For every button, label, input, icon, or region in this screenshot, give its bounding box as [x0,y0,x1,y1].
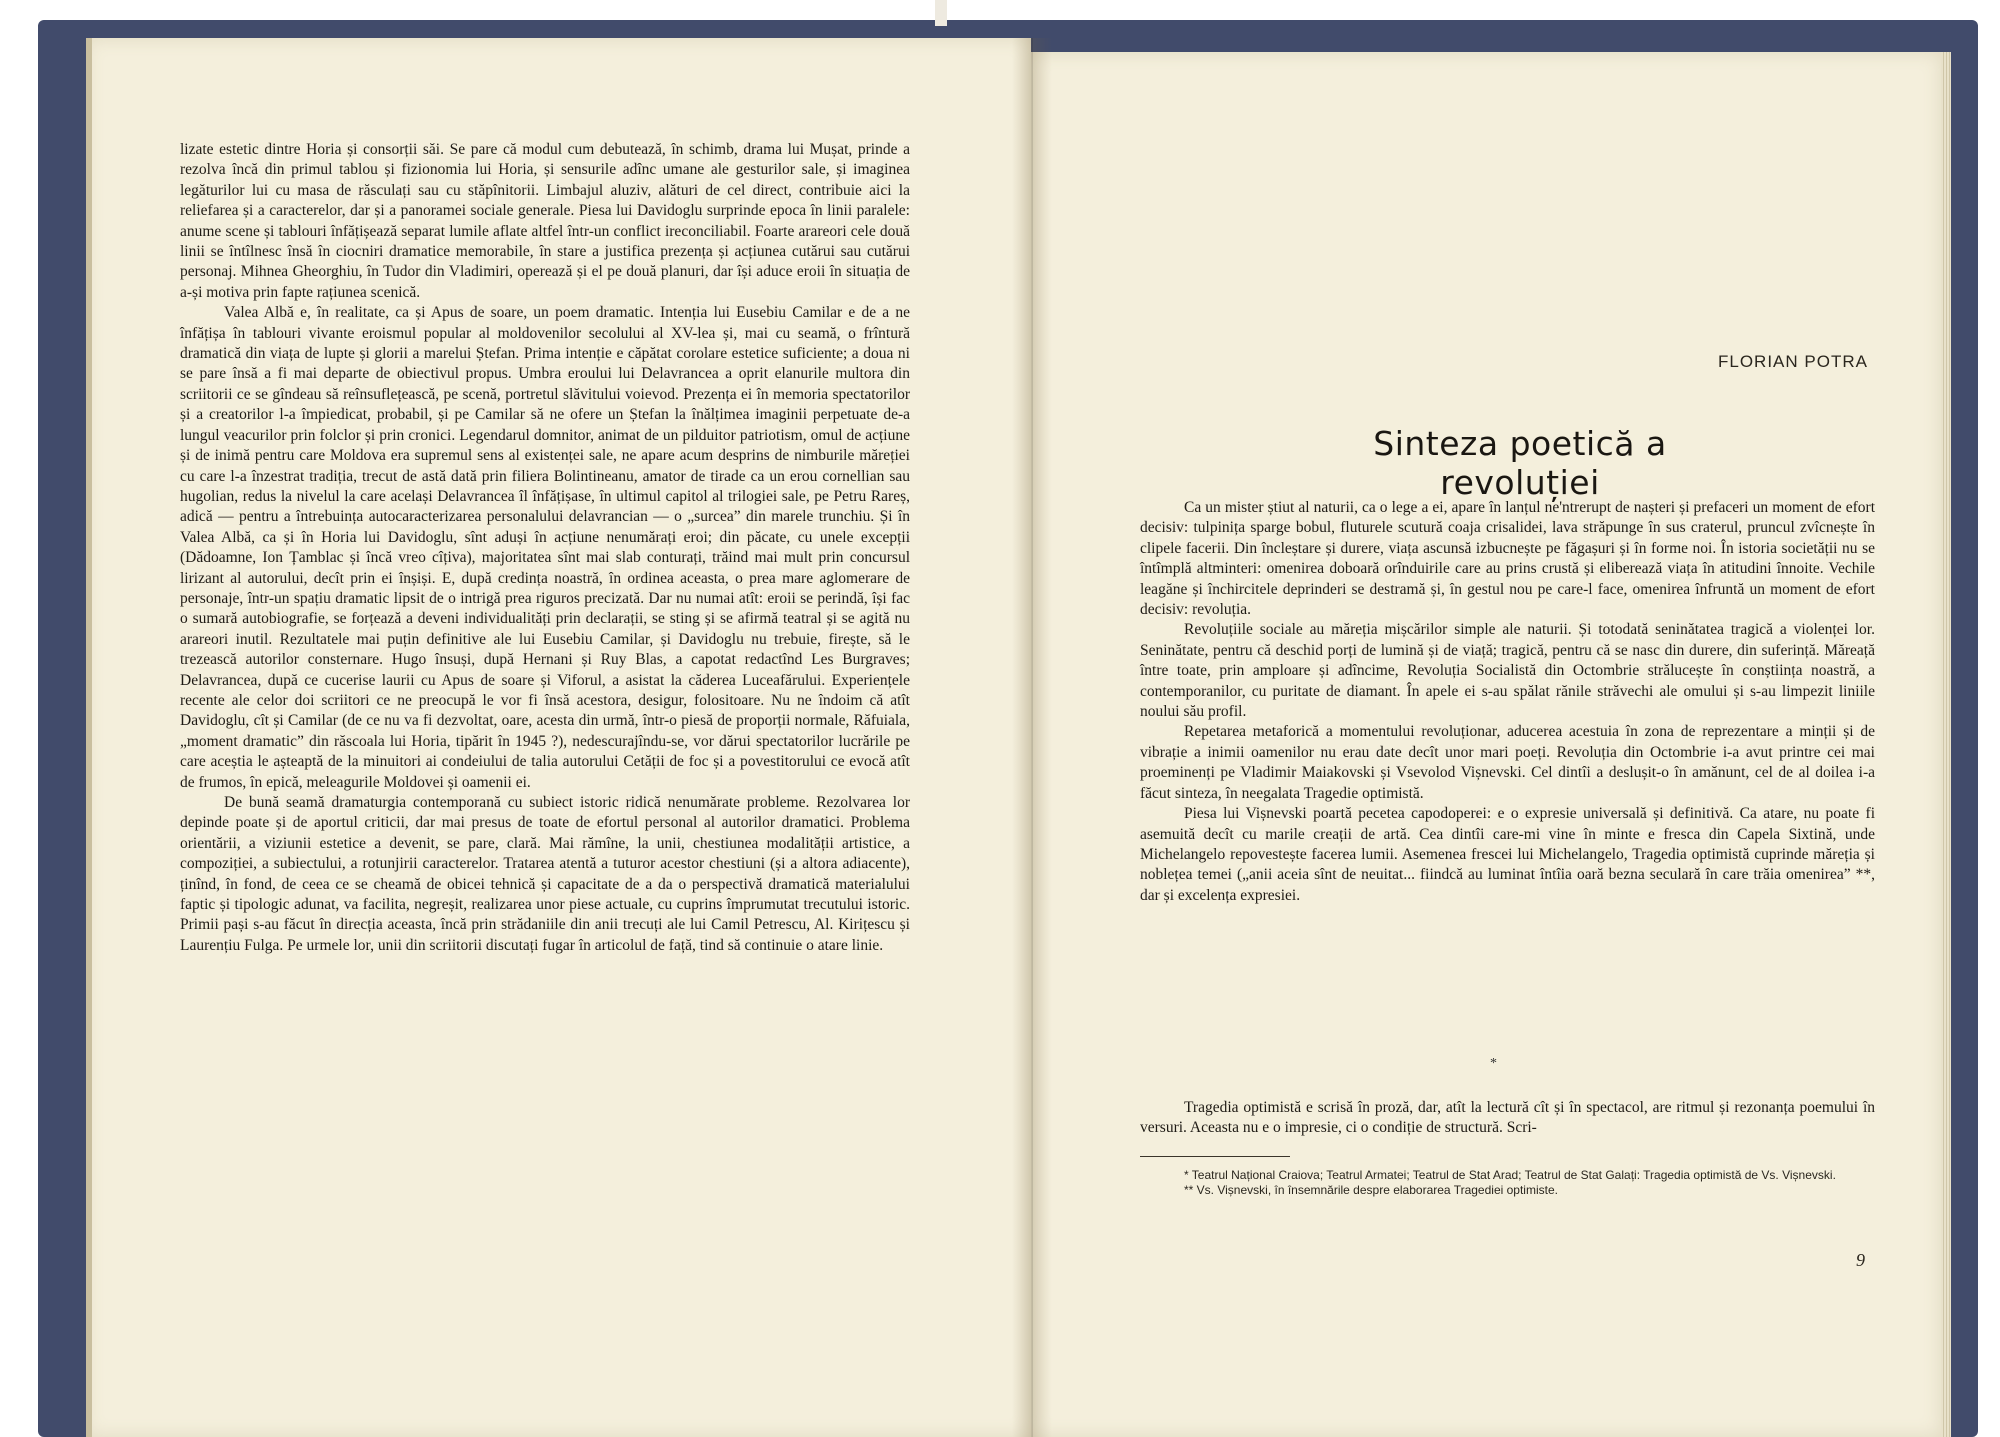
loose-sheet-edge [935,0,947,26]
right-paragraph: Revoluțiile sociale au măreția mișcărilor simple ale naturii. Și totodată seninătatea tragică a violenței lor. Seninătate, pentru că deschid porți de lumină și de viață; tragică, pentru că se nasc din durere, din suferință. Măreață între toate, prin amploare și adîncime, Revoluția Socialistă din Octombrie strălucește în conștiința noastră, a contemporanilor, cu puritate de diamant. În apele ei s-au spălat rănile străvechi ale omului și s-au limpezit liniile noului său profil. [1140,621,1875,721]
book-gutter [1012,38,1052,1437]
right-paragraph: Piesa lui Vișnevski poartă pecetea capodoperei: e o expresie universală și definitivă. Ca atare, nu poate fi asemuită decît cu marile creații de artă. Cea dintîi care-mi vine în minte e fresca din Capela Sixtină, unde Michelangelo repovestește facerea lumii. Asemenea frescei lui Michelangelo, Tragedia optimistă cuprinde măreția și noblețea temei („anii aceia sînt de neuitat... fiindcă au luminat întîia oară bezna seculară în care trăia omenirea” **, dar și excelența expresiei. [1140,805,1875,904]
footnotes [1140,1168,1875,1198]
left-page-body [180,140,910,956]
left-paragraph: lizate estetic dintre Horia și consorții săi. Se pare că modul cum debutează, în schimb, drama lui Mușat, prinde a rezolva încă din primul tablou și fizionomia lui Horia, și sensurile adînc umane ale gesturilor sale, și imaginea legăturilor lui cu masa de răsculați sau cu stăpînitorii. Limbajul aluziv, alături de cel direct, contribuie aici la reliefarea și a caracterelor, dar și a panoramei sociale generale. Piesa lui Davidoglu surprinde epoca în linii paralele: anume scene și tablouri înfățișează separat lumile aflate altfel într-un conflict ireconciliabil. Foarte arareori cele două linii se întîlnesc însă în ciocniri dramatice memorabile, în stare a justifica prezența și acțiunea cutărui sau cutărui personaj. Mihnea Gheorghiu, în Tudor din Vladimiri, operează și el pe două planuri, dar își aduce eroii în situația de a-și motiva prin fapte rațiunea scenică. [180,141,910,301]
footnote-divider [1140,1156,1290,1157]
article-author: FLORIAN POTRA [1718,352,1868,371]
right-page-stack-edge [1941,52,1951,1437]
right-paragraph: Repetarea metaforică a momentului revoluționar, aducerea acestuia în zona de reprezentare a minții și de vibrație a inimii oamenilor nu erau date decît unor mari poeți. Revoluția din Octombrie i-a avut printre cei mai proeminenți pe Vladimir Maiakovski și Vsevolod Vișnevski. Cel dintîi a deslușit-o în amănunt, cel de al doilea i-a făcut sinteza, în neegalata Tragedie optimistă. [1140,723,1875,802]
left-paragraph: Valea Albă e, în realitate, ca și Apus de soare, un poem dramatic. Intenția lui Eusebiu Camilar e de a ne înfățișa în tablouri vivante eroismul popular al moldovenilor secolului al XV-lea și, mai cu seamă, o frîntură dramatică din viața de lupte și glorii a marelui Ștefan. Prima intenție e căpătat corolare estetice suficiente; a doua ni se pare însă a fi mai departe de obiectivul propus. Umbra eroului lui Delavrancea a oprit elanurile multora din scriitorii ce se gîndeau să reînsuflețească, pe scenă, portretul slăvitului voievod. Prezența ei în memoria spectatorilor și a creatorilor l-a împiedicat, probabil, și pe Camilar să ne ofere un Ștefan la înălțimea imaginii perpetuate de-a lungul veacurilor prin folclor și prin cronici. Legendarul domnitor, animat de un pilduitor patriotism, omul de acțiune și de inimă pentru care Moldova era supremul sens al existenței sale, ne apare acum desprins de nimburile măreției cu care l-a înzestrat tradiția, trecut de astă dată prin filiera Bolintineanu, amator de tirade ca un erou cornellian sau hugolian, redus la nivelul la care același Delavrancea îl înfățișase, în ultimul capitol al trilogiei sale, pe Petru Rareș, adică — pentru a întrebuința autocaracterizarea personalului delavrancian — o „surcea” din marele trunchiu. Și în Valea Albă, ca și în Horia lui Davidoglu, sînt aduși în acțiune nenumărați eroi; din păcate, cu unele excepții (Dădoamne, Ion Țamblac și încă vreo cîțiva), majoritatea sînt mai slab conturați, trăind mai mult prin concursul lirizant al autorului, decît prin ei înșiși. E, după credința noastră, în ordinea aceasta, o prea mare aglomerare de personaje, într-un spațiu dramatic lipsit de o intrigă prea riguros precizată. Dar nu numai atît: eroii se perindă, își fac o sumară autobiografie, se forțează a deveni individualități prin declarații, se sting și se afirmă teatral și se agită nu arareori inutil. Rezultatele mai puțin definitive ale lui Eusebiu Camilar, și Davidoglu nu trebuie, firește, să le trezească autorilor consternare. Hugo însuși, după Hernani și Ruy Blas, a capotat redactînd Les Burgraves; Delavrancea, după ce cucerise laurii cu Apus de soare și Viforul, a asistat la căderea Luceafărului. Experiențele recente ale celor doi scriitori ce ne preocupă le vor fi însă acestora, desigur, folositoare. Nu ne îndoim că atît Davidoglu, cît și Camilar (de ce nu va fi dezvoltat, oare, acesta din urmă, într-o piesă de proporții normale, Răfuiala, „moment dramatic” din răscoala lui Horia, tipărit în 1945 ?), nedescurajîndu-se, vor dărui spectatorilor lucrările pe care aceștia le așteaptă de la minuitori ai condeiului de talia autorului Cetății de foc și a povestitorului ce evocă atît de frumos, în epică, meleagurile Moldovei și oamenii ei. [180,304,910,791]
right-paragraph: Ca un mister știut al naturii, ca o lege a ei, apare în lanțul ne'ntrerupt de nașteri și prefaceri un moment de efort decisiv: tulpinița sparge bobul, fluturele scutură coaja crisalidei, lava străpunge în sus craterul, pruncul zvîcnește în clipele facerii. Din încleștare și durere, viața ascunsă izbucnește pe făgașuri și în forme noi. În istoria societății nu se întîmplă altminteri: omenirea doboară orînduirile care au prins crustă și eliberează viața în atitudini înnoite. Vechile leagăne și închircitele deprinderi se destramă și, în gestul nou pe care-l face, omenirea înfruntă un moment de efort decisiv: revoluția. [1140,499,1875,619]
page-number: 9 [1856,1250,1865,1270]
left-paragraph: De bună seamă dramaturgia contemporană cu subiect istoric ridică nenumărate probleme. Rezolvarea lor depinde poate și de aportul criticii, dar mai presus de toate de efortul personal al autorilor dramatici. Problema orientării, a viziunii estetice a devenit, se pare, clară. Mai rămîne, la unii, chestiunea modalității artistice, a compoziției, a subiectului, a rotunjirii caracterelor. Tratarea atentă a tuturor acestor chestiuni (și a altora adiacente), ținînd, în fond, de ceea ce se cheamă de obicei tehnică și capacitate de a da o perspectivă dramatică materialului faptic și tipologic adunat, va facilita, negreșit, realizarea unor piese actuale, cu cuprins împrumutat trecutului istoric. Primii pași s-au făcut în direcția aceasta, încă prin strădaniile din anii trecuți ale lui Camil Petrescu, Al. Kirițescu și Laurențiu Fulga. Pe urmele lor, unii din scriitorii discutați fugar în articolul de față, tind să continuie o atare linie. [180,794,910,954]
article-title: Sinteza poetică a revoluției [1373,424,1667,502]
right-section-2 [1140,1098,1875,1139]
section-asterism: * [1490,1056,1497,1071]
right-paragraph: Tragedia optimistă e scrisă în proză, dar, atît la lectură cît și în spectacol, are ritmul și rezonanța poemului în versuri. Aceasta nu e o impresie, ci o condiție de structură. Scri- [1140,1099,1875,1137]
right-page-body [1140,498,1875,906]
footnote: * Teatrul Național Craiova; Teatrul Armatei; Teatrul de Stat Arad; Teatrul de Stat Galați: Tragedia optimistă de Vs. Vișnevski. [1184,1168,1836,1182]
footnote: ** Vs. Vișnevski, în însemnările despre elaborarea Tragediei optimiste. [1184,1183,1558,1197]
left-page-edge [86,38,92,1437]
